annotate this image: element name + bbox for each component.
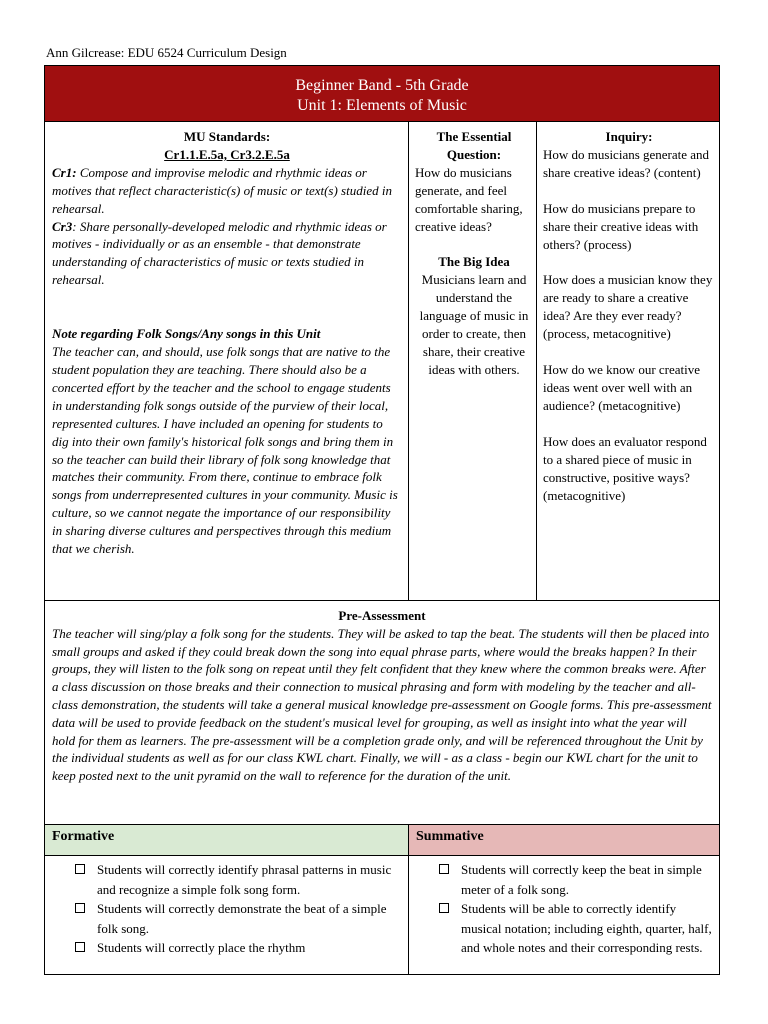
author-line: Ann Gilcrease: EDU 6524 Curriculum Design (46, 45, 287, 60)
inquiry-item: How do musicians prepare to share their creative ideas with others? (process) (543, 200, 699, 252)
standards-cell (45, 122, 409, 600)
inquiry-heading: Inquiry: (605, 129, 653, 144)
summative-item (439, 899, 713, 958)
folk-song-note-heading: Note regarding Folk Songs/Any songs in this Unit (52, 326, 321, 342)
summative-item-text: Students will be able to correctly identify musical notation; including eighth, quarter, half, and whole notes and their corresponding rests. (461, 901, 712, 955)
big-idea-heading: The Big Idea (438, 254, 510, 270)
formative-item (75, 899, 402, 938)
pre-assessment-cell (45, 601, 719, 825)
summative-heading: Summative (409, 825, 719, 855)
inquiry-item: How does a musician know they are ready to share a creative idea? Are they ever ready? (process, metacognitive) (543, 272, 713, 342)
unit-header (45, 66, 719, 122)
formative-item (75, 860, 402, 899)
assessment-body-row (45, 856, 719, 974)
cr1-label: Cr1: (52, 164, 77, 180)
standards-heading: MU Standards: (183, 129, 271, 144)
summative-list (439, 860, 713, 958)
inquiry-item: How do we know our creative ideas went over well with an audience? (metacognitive) (543, 362, 701, 413)
folk-song-note-text: The teacher can, and should, use folk songs that are native to the student population they are teaching. There should also be a concerted effort by the teacher and the school to engage students in understanding folk songs outside of the purview of their local, represented cultures. I have included an opening for students to dig into their own family's historical folk songs and bring them in so the teacher can build their library of folk song knowledge that matches their community. From there, continue to embrace folk songs from underrepresented cultures in your community. Music is culture, so we cannot negate the importance of our responsibility in sharing diverse cultures and perspectives through this medium that we cherish. (52, 344, 398, 557)
checkbox-icon[interactable] (439, 903, 449, 913)
pre-assessment-text: The teacher will sing/play a folk song for the students. They will be asked to tap the beat. The students will then be placed into small groups and asked if they could break down the song into equal phrase parts, where would the breaks happen? In their groups, they will listen to the folk song on repeat until they felt confident that they knew where the common breaks were. After a class discussion on those breaks and their connection to musical phrasing and form with modeling by the teacher and all-class demonstration, the students will take a general musical knowledge pre-assessment on Google forms. This pre-assessment data will be used to provide feedback on the student's musical level for grouping, as well as insight into what the year will hold for them as learners. The pre-assessment will be a completion grade only, and will be referenced throughout the Unit by the individual students as well as for our class KWL chart. Finally, we will - as a class - begin our KWL chart for the unit to keep posted next to the unit pyramid on the wall to reference for the duration of the unit. (52, 625, 712, 784)
checkbox-icon[interactable] (75, 903, 85, 913)
formative-heading: Formative (45, 825, 409, 855)
inquiry-cell (537, 122, 719, 600)
formative-list (75, 860, 402, 958)
pre-assessment-heading: Pre-Assessment (338, 608, 426, 623)
summative-item (439, 860, 713, 899)
formative-item-text: Students will correctly place the rhythm (97, 940, 306, 955)
unit-plan-table (44, 65, 720, 975)
standards-codes: Cr1.1.E.5a, Cr3.2.E.5a (164, 146, 290, 162)
cr1-text: Compose and improvise melodic and rhythmic ideas or motives that reflect characteristic(s) of music or text(s) studied in rehearsal. (52, 164, 392, 216)
formative-cell (45, 856, 409, 974)
checkbox-icon[interactable] (439, 864, 449, 874)
summative-item-text: Students will correctly keep the beat in simple meter of a folk song. (461, 862, 702, 897)
big-idea-text: Musicians learn and understand the language of music in order to create, then share, their creative ideas with others. (419, 272, 529, 377)
inquiry-item: How does an evaluator respond to a shared piece of music in constructive, positive ways? (metacognitive) (543, 433, 707, 503)
cr3-text: : Share personally-developed melodic and rhythmic ideas or motives - individually or as an ensemble - that demonstrate understanding of characteristics of music or texts studied in rehearsal. (52, 218, 387, 288)
unit-title-line1: Beginner Band - 5th Grade (295, 77, 469, 94)
essential-question-cell (409, 122, 537, 600)
inquiry-item: How do musicians generate and share creative ideas? (content) (543, 146, 710, 180)
essential-question-heading: The Essential Question: (436, 129, 512, 162)
cr3-label: Cr3 (52, 218, 73, 234)
formative-item-text: Students will correctly identify phrasal patterns in music and recognize a simple folk song form. (97, 862, 392, 897)
formative-item (75, 938, 402, 958)
assessment-heading-row (45, 825, 719, 856)
essential-question-text: How do musicians generate, and feel comfortable sharing, creative ideas? (415, 164, 523, 234)
summative-cell (409, 856, 719, 974)
formative-item-text: Students will correctly demonstrate the beat of a simple folk song. (97, 901, 387, 936)
unit-title-line2: Unit 1: Elements of Music (297, 97, 467, 114)
checkbox-icon[interactable] (75, 942, 85, 952)
standards-row (45, 122, 719, 601)
checkbox-icon[interactable] (75, 864, 85, 874)
